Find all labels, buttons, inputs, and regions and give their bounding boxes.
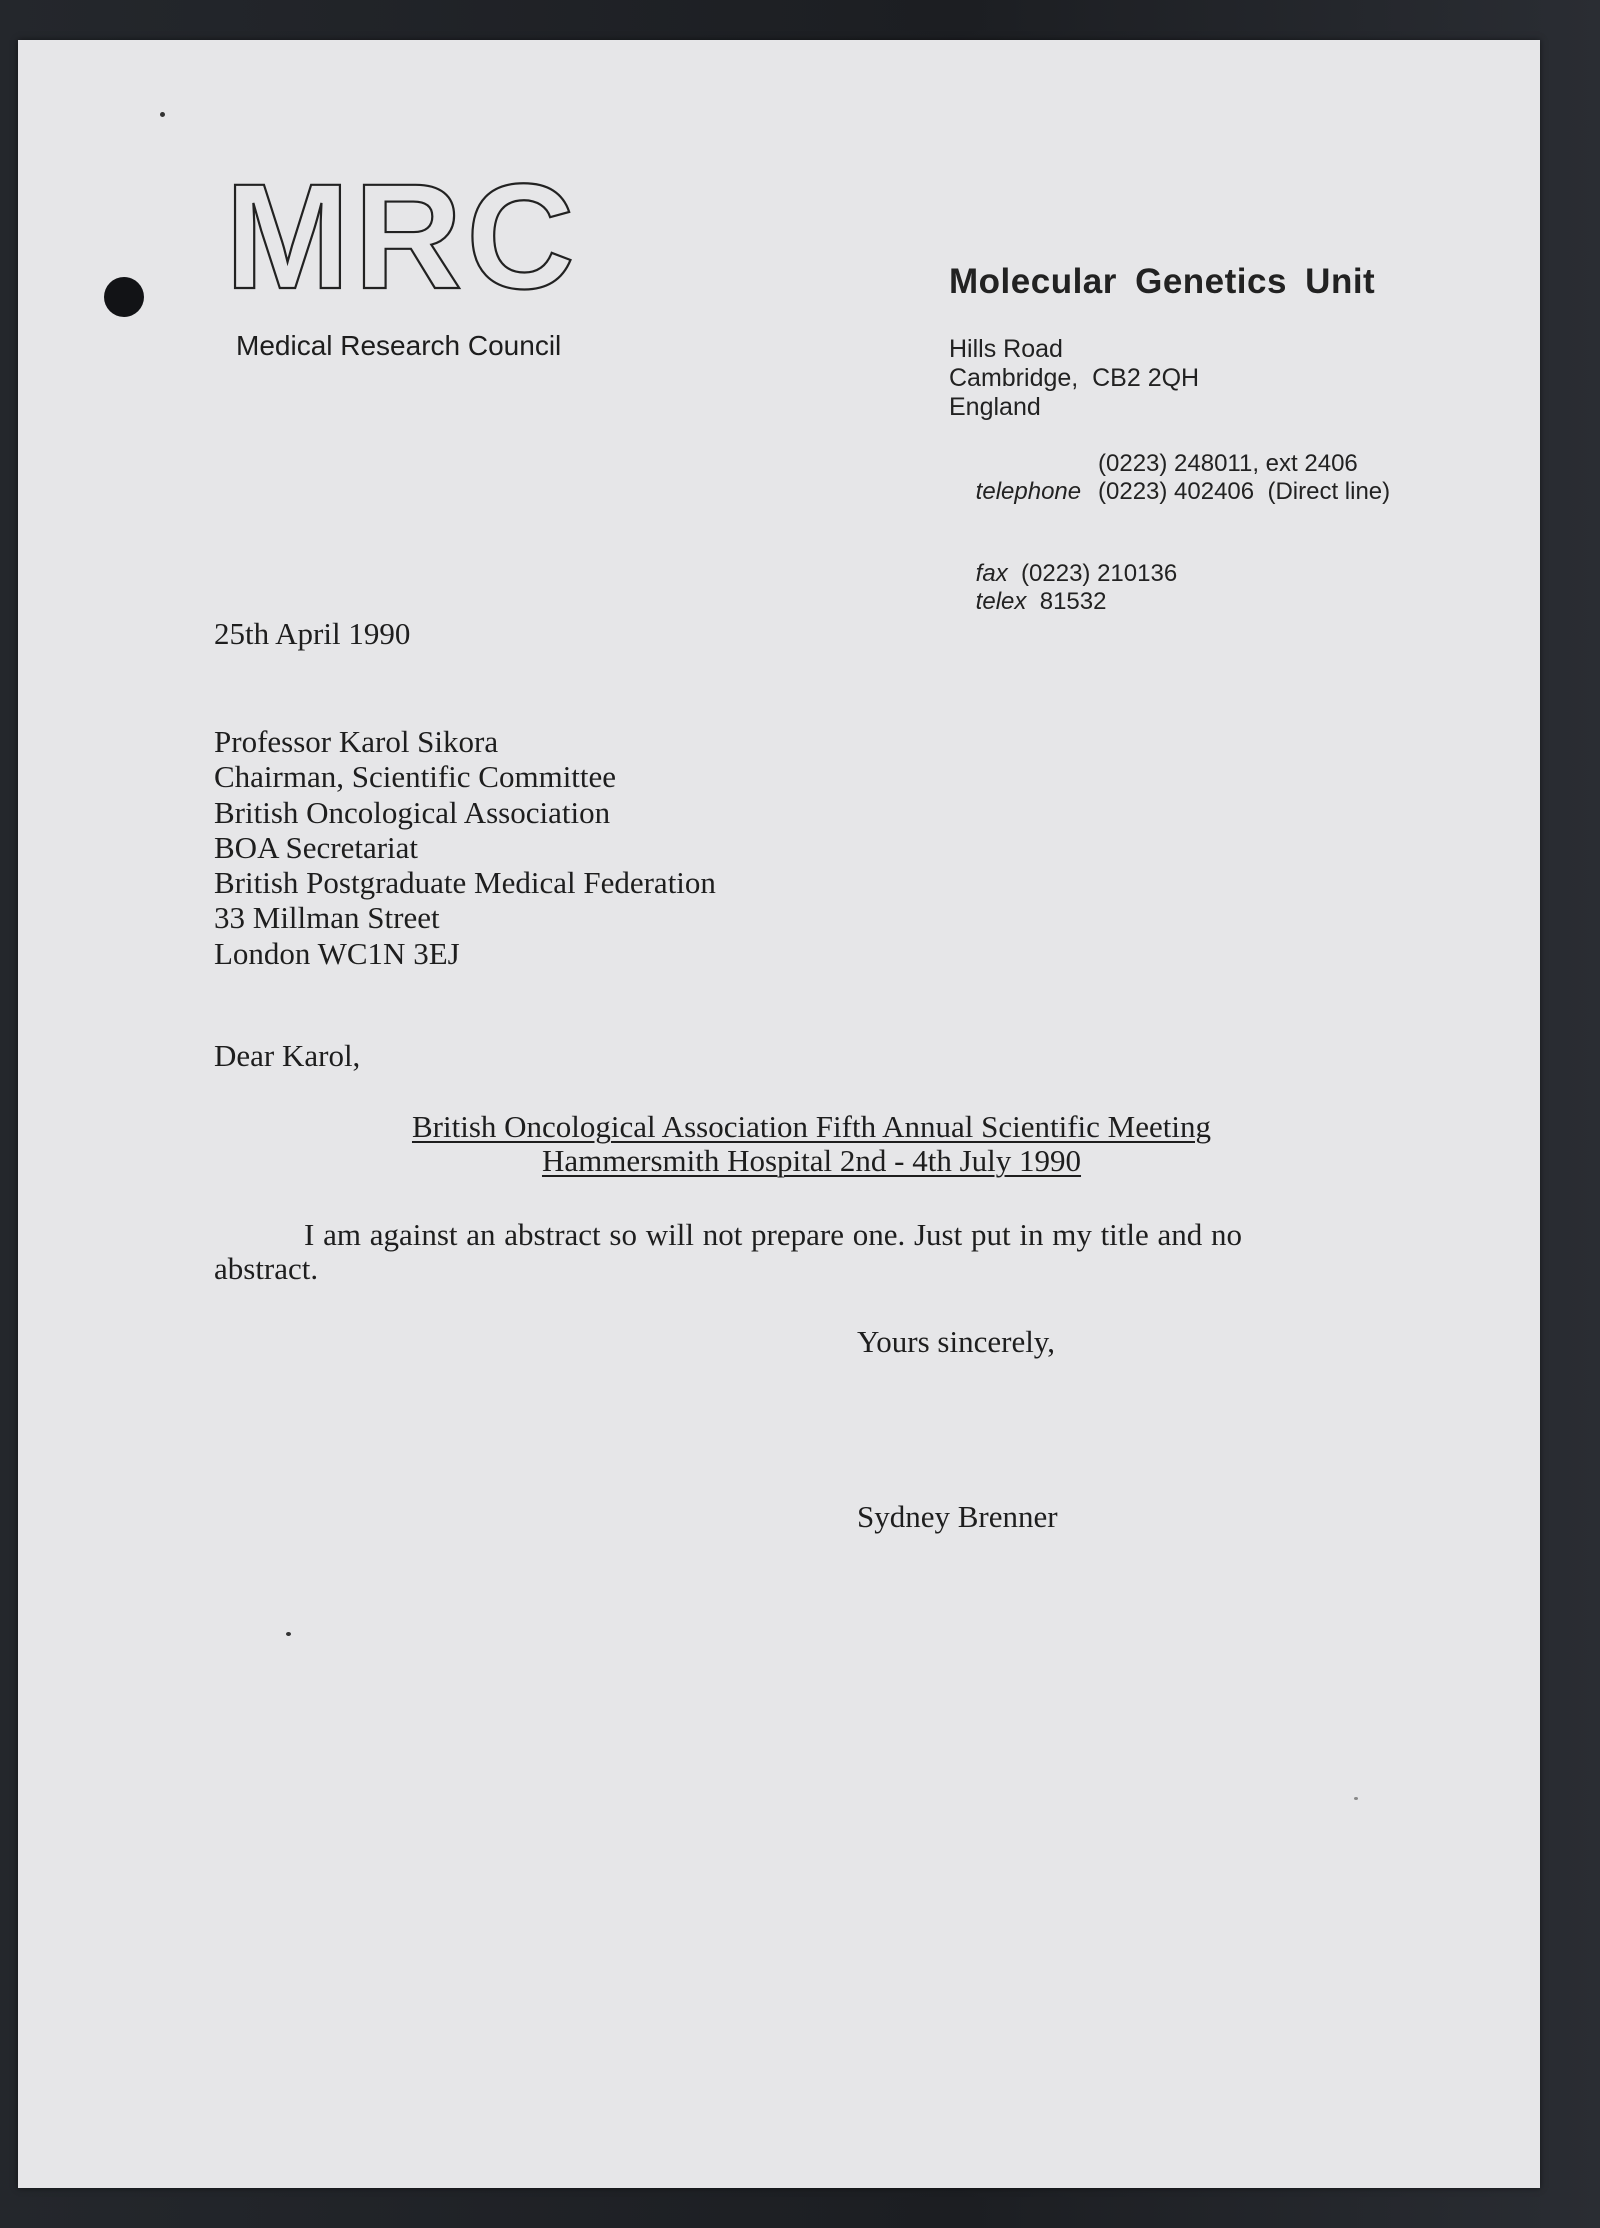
telephone-row: [949, 450, 1081, 534]
punch-hole: [104, 277, 144, 317]
salutation: Dear Karol,: [214, 1038, 361, 1073]
speck: [160, 112, 165, 117]
fax-number: (0223) 210136: [1021, 560, 1178, 587]
speck: [1354, 1797, 1358, 1800]
telex-label: telex: [975, 588, 1027, 615]
letter-page: [18, 40, 1540, 2188]
subject-heading: [214, 1110, 1409, 1178]
recipient-line: London WC1N 3EJ: [214, 935, 460, 971]
recipient-line: Chairman, Scientific Committee: [214, 759, 617, 795]
telephone-line-2: (0223) 402406 (Direct line): [1098, 478, 1391, 505]
fax-label: fax: [975, 560, 1008, 587]
recipient-address: [214, 724, 716, 971]
telephone-label: telephone: [975, 478, 1082, 505]
mrc-logo: [225, 170, 597, 298]
recipient-line: BOA Secretariat: [214, 829, 419, 865]
speck: [286, 1632, 291, 1636]
recipient-line: British Postgraduate Medical Federation: [214, 865, 716, 901]
subject-line-1: British Oncological Association Fifth Annual Scientific Meeting: [411, 1109, 1211, 1144]
address-line: Cambridge, CB2 2QH: [949, 364, 1200, 392]
telephone-line-1: (0223) 248011, ext 2406: [1098, 450, 1358, 477]
address-line: England: [949, 393, 1041, 421]
letter-date: 25th April 1990: [214, 616, 411, 651]
signer-name: Sydney Brenner: [857, 1499, 1058, 1534]
telex-row: [949, 560, 1106, 644]
organization-name: Medical Research Council: [236, 330, 562, 361]
unit-title: Molecular Genetics Unit: [949, 262, 1376, 301]
closing: Yours sincerely,: [857, 1324, 1056, 1359]
telex-number: 81532: [1039, 588, 1107, 615]
mrc-logo-text: MRC: [225, 170, 579, 298]
recipient-line: Professor Karol Sikora: [214, 724, 499, 759]
recipient-line: 33 Millman Street: [214, 900, 440, 936]
letter-body: I am against an abstract so will not prepare one. Just put in my title and no abstract.: [214, 1217, 1243, 1286]
recipient-line: British Oncological Association: [214, 794, 611, 830]
address-block: [949, 335, 1199, 422]
subject-line-2: Hammersmith Hospital 2nd - 4th July 1990: [541, 1143, 1082, 1178]
address-line: Hills Road: [949, 335, 1063, 363]
